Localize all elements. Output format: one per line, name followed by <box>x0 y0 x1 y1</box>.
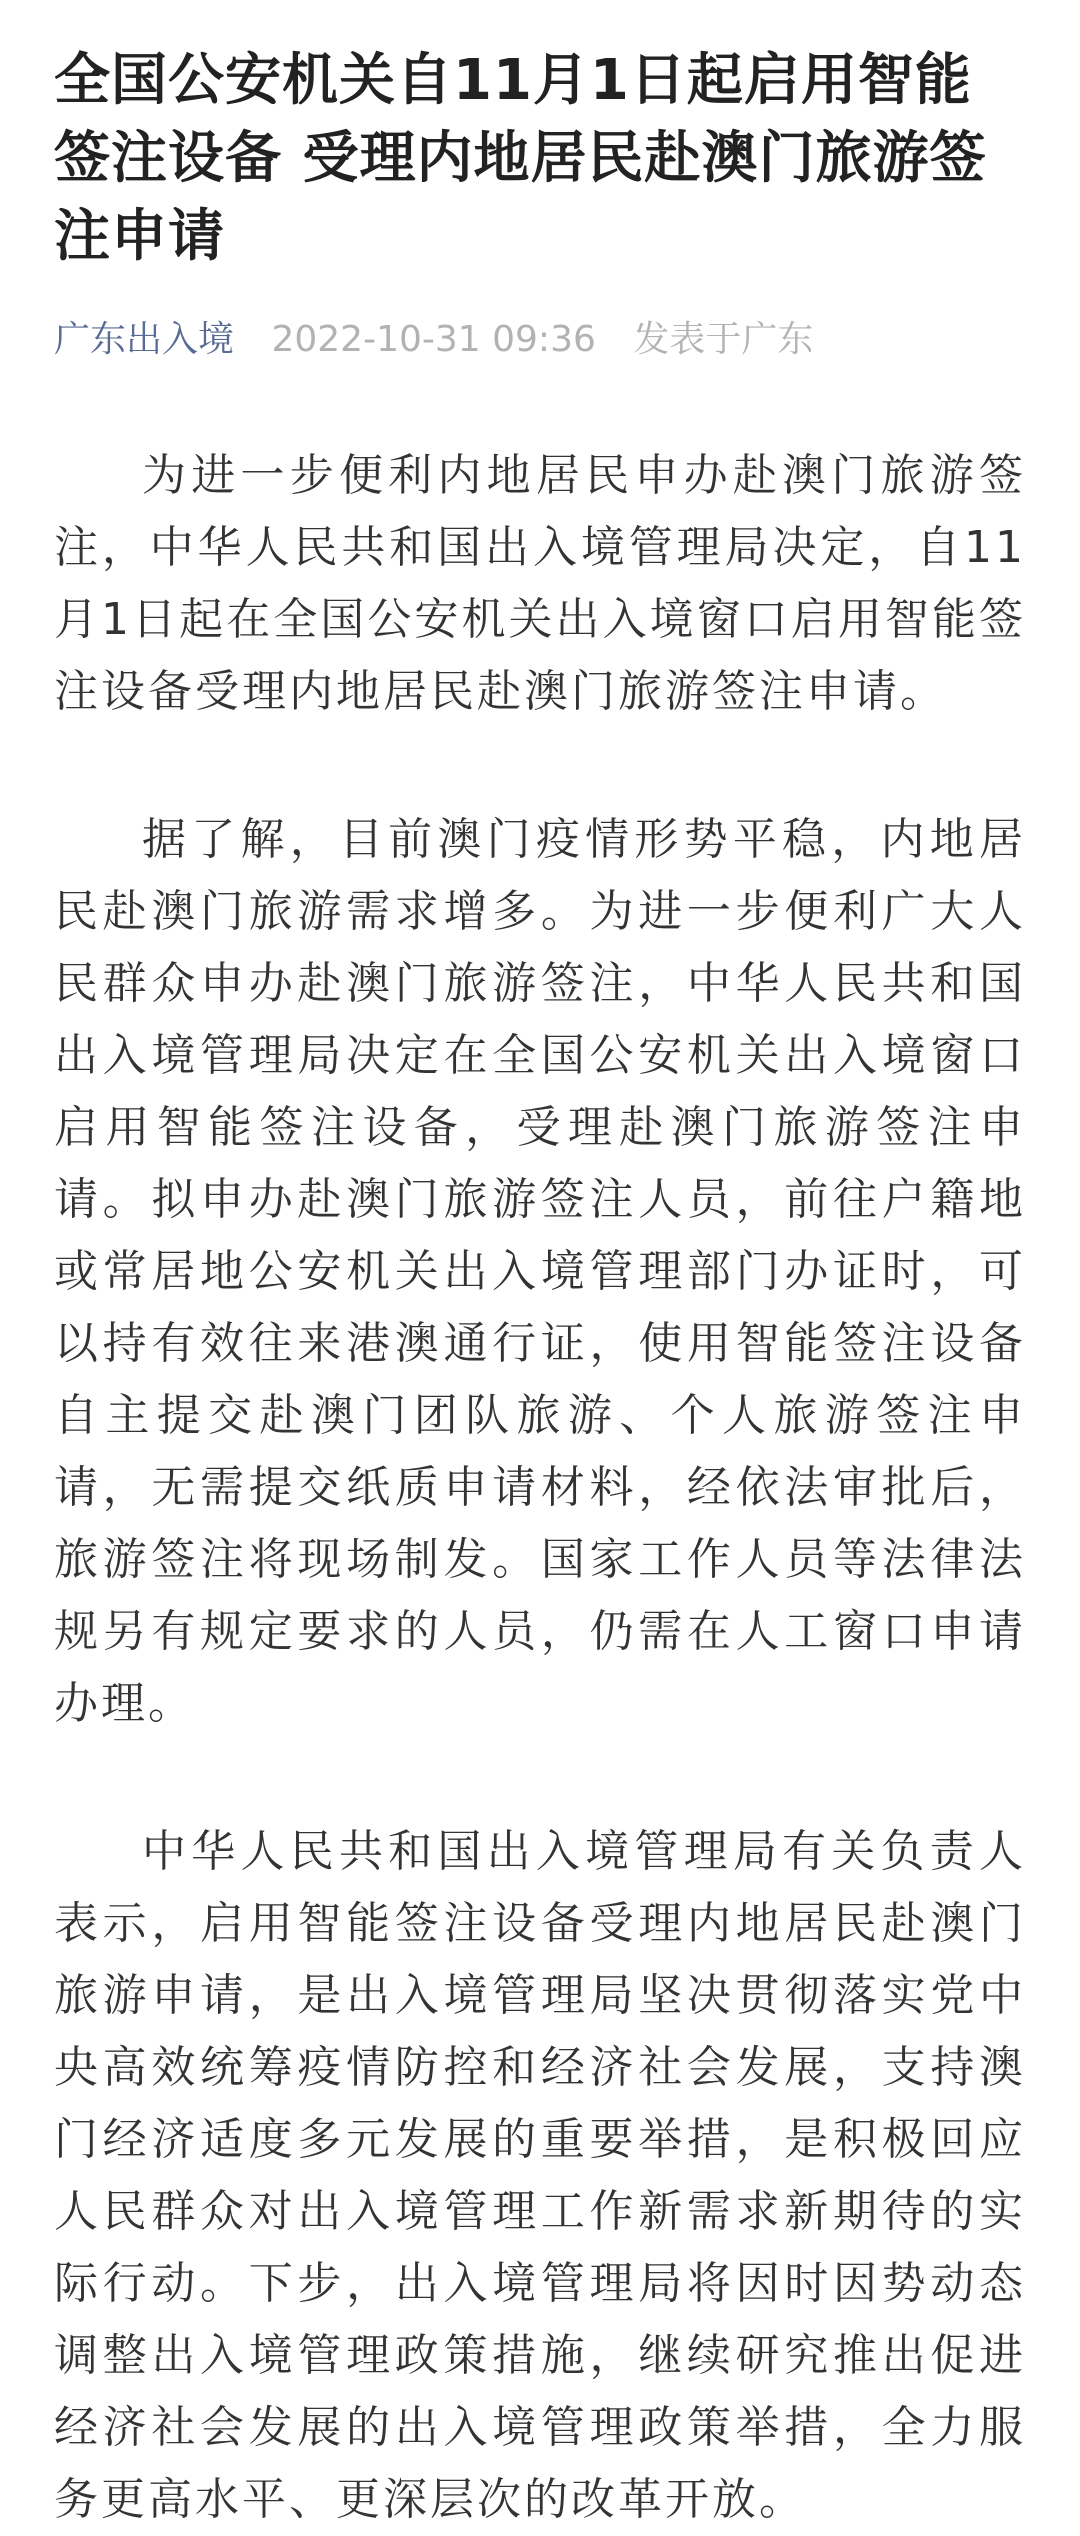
article-meta <box>54 316 1026 364</box>
article-title: 全国公安机关自11月1日起启用智能签注设备 受理内地居民赴澳门旅游签注申请 <box>54 48 987 269</box>
account-name-link[interactable]: 广东出入境 <box>54 319 235 360</box>
paragraph: 中华人民共和国出入境管理局有关负责人表示，启用智能签注设备受理内地居民赴澳门旅游申请，是出入境管理局坚决贯彻落实党中央高效统筹疫情防控和经济社会发展，支持澳门经济适度多元发展的重要举措，是积极回应人民群众对出入境管理工作新需求新期待的实际行动。下步，出入境管理局将因时因势动态调整出入境管理政策措施，继续研究推出促进经济社会发展的出入境管理政策举措，全力服务更高水平、更深层次的改革开放。 <box>54 1826 1026 2525</box>
publish-time: 2022-10-31 09:36 <box>271 319 596 360</box>
paragraph: 为进一步便利内地居民申办赴澳门旅游签注，中华人民共和国出入境管理局决定，自11月1日起在全国公安机关出入境窗口启用智能签注设备受理内地居民赴澳门旅游签注申请。 <box>54 450 1026 717</box>
article-body <box>54 440 1026 2536</box>
paragraph: 据了解，目前澳门疫情形势平稳，内地居民赴澳门旅游需求增多。为进一步便利广大人民群众申办赴澳门旅游签注，中华人民共和国出入境管理局决定在全国公安机关出入境窗口启用智能签注设备，受理赴澳门旅游签注申请。拟申办赴澳门旅游签注人员，前往户籍地或常居地公安机关出入境管理部门办证时，可以持有效往来港澳通行证，使用智能签注设备自主提交赴澳门团队旅游、个人旅游签注申请，无需提交纸质申请材料，经依法审批后，旅游签注将现场制发。国家工作人员等法律法规另有规定要求的人员，仍需在人工窗口申请办理。 <box>54 814 1026 1729</box>
publish-location: 发表于广东 <box>633 319 814 360</box>
